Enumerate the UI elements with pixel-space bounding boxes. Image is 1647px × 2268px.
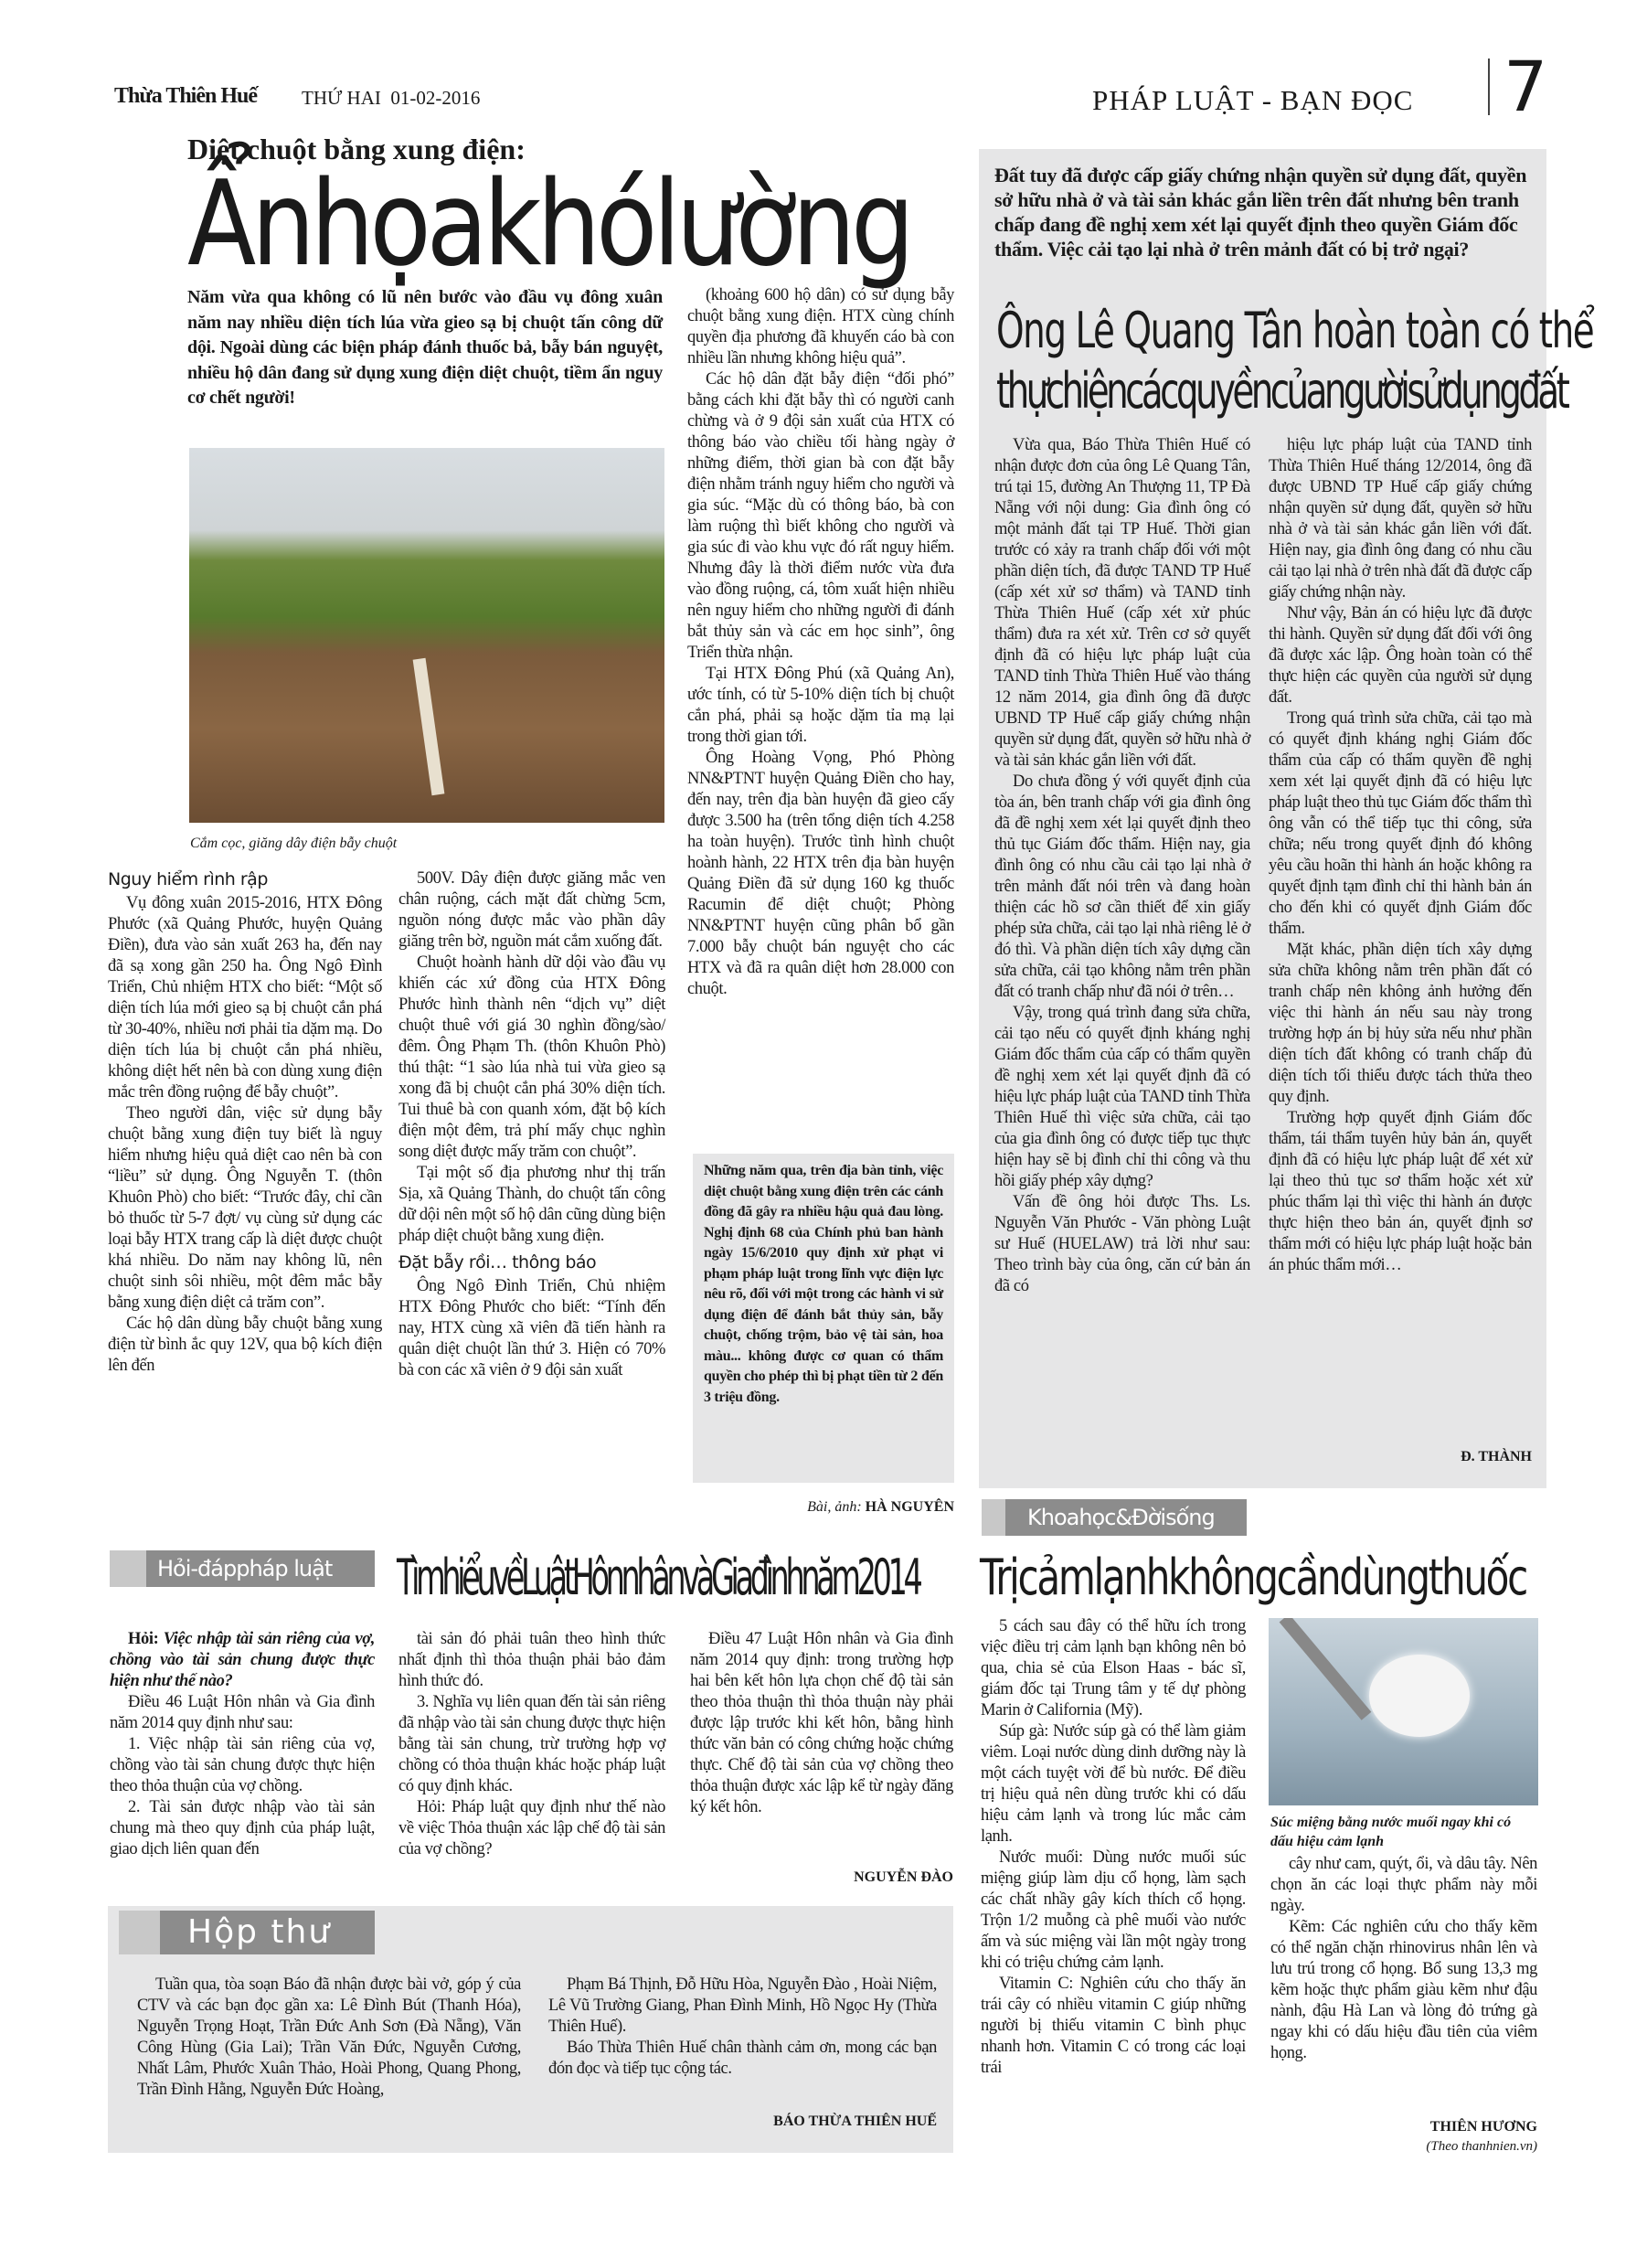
health-source: (Theo thanhnien.vn) xyxy=(1426,2139,1537,2154)
mailbox-byline: BÁO THỪA THIÊN HUẾ xyxy=(773,2114,937,2129)
health-byline: THIÊN HƯƠNG xyxy=(1429,2119,1537,2135)
regulation-box xyxy=(693,1154,954,1483)
qa-column-2 xyxy=(398,1629,665,1860)
paragraph-group xyxy=(687,285,954,1000)
paragraph: 500V. Dây điện được giăng mắc ven chân ruộng, cách mặt đất chừng 5cm, nguồn nóng được mắc vào phần dây giăng trên bờ, nguồn mát cắm xuống đất. xyxy=(398,869,665,951)
photo-caption: Cắm cọc, giăng dây điện bẫy chuột xyxy=(190,836,398,851)
paragraph: Tại HTX Đông Phú (xã Quảng An), ước tính, có từ 5-10% diện tích bị chuột cắn phá, phải sạ hoặc dặm tỉa mạ lại trong thời gian tới. xyxy=(687,665,954,746)
paragraph: Trường hợp quyết định Giám đốc thẩm, tái thẩm tuyên hủy bản án, quyết định đã có hiệu lực pháp luật để xét xử lại theo thủ tục sơ thẩm hoặc xét xử phúc thẩm lại thì việc thi hành án được thực hiện theo bản án, quyết định sơ thẩm mới có hiệu lực pháp luật hoặc bản án phúc thẩm mới… xyxy=(1269,1109,1532,1274)
subheading-trap-notice: Đặt bẫy rồi… thông báo xyxy=(398,1252,597,1272)
health-column-2 xyxy=(1270,1854,1537,2064)
paragraph: Các hộ dân đặt bẫy điện “đối phó” bằng cách khi đặt bẫy thì có người canh chừng và ở 9 đội sản xuất của HTX có thông báo vào chiều tối hàng ngày ở những điểm, thời gian bà con đặt bẫy điện nhằm tránh nguy hiểm cho người và gia súc. “Mặc dù có thông báo, bà con làm ruộng thì biết không cho người và gia súc đi vào khu vực đó rất nguy hiểm. Nhưng đây là thời điểm nước vừa đưa vào đồng ruộng, cá, tôm xuất hiện nhiều nên nguy hiểm cho những người đi đánh bắt thủy sản và các em học sinh”, ông Triển thừa nhận. xyxy=(687,370,954,662)
paragraph-group xyxy=(1270,1854,1537,2064)
paragraph-group xyxy=(548,1975,937,2080)
article-kicker: Diệt chuột bằng xung điện: xyxy=(187,133,526,165)
science-life-section-tag: Khoahọc&Đờisống xyxy=(1005,1499,1247,1536)
paragraph: Tại một số địa phương như thị trấn Sịa, xã Quảng Thành, do chuột tấn công dữ dội nên một số hộ dân cũng dùng biện pháp diệt chuột bằng xung điện. xyxy=(398,1164,665,1245)
qa-section-tag: Hỏi-đáppháp luật xyxy=(146,1550,375,1587)
section-name: PHÁP LUẬT - BẠN ĐỌC xyxy=(1092,84,1414,116)
mailbox-column-2 xyxy=(548,1975,937,2080)
health-photo-caption: Súc miệng bằng nước muối ngay khi có dấu hiệu cảm lạnh xyxy=(1270,1815,1512,1849)
paragraph: Hỏi: Pháp luật quy định như thế nào về việc Thỏa thuận xác lập chế độ tài sản của vợ chồng? xyxy=(398,1798,665,1858)
regulation-box-text: Những năm qua, trên địa bàn tỉnh, việc diệt chuột bằng xung điện trên các cánh đồng đã gây ra nhiều hậu quả đau lòng. Nghị định 68 của Chính phủ ban hành ngày 15/6/2010 quy định xử phạt vi phạm pháp luật trong lĩnh vực điện lực nêu rõ, đối với một trong các hành vi sử dụng điện để đánh bắt thủy sản, bẫy chuột, chống trộm, bảo vệ tài sản, hoa màu... không được cơ quan có thẩm quyền cho phép thì bị phạt tiền từ 2 đến 3 triệu đồng. xyxy=(704,1163,943,1405)
paragraph: Mặt khác, phần diện tích xây dựng sửa chữa không nằm trên phần đất có tranh chấp nên không ảnh hưởng đến việc thi hành án nếu sau này trong trường hợp án bị hủy sửa nếu như phần diện tích đất không có tranh chấp đủ diện tích tối thiểu được tách thửa theo quy định. xyxy=(1269,941,1532,1106)
left-article-column-2 xyxy=(398,868,665,1381)
paragraph-group xyxy=(690,1629,953,1818)
paragraph: cây như cam, quýt, ổi, và dâu tây. Nên chọn ăn các loại thực phẩm này mỗi ngày. xyxy=(1270,1855,1537,1915)
qa-question-1 xyxy=(110,1629,375,1692)
header-divider xyxy=(1488,59,1490,115)
paragraph-group xyxy=(398,1276,665,1381)
left-article-column-3 xyxy=(687,285,954,1000)
paragraph: 3. Nghĩa vụ liên quan đến tài sản riêng đã nhập vào tài sản chung được thực hiện bằng tài sản chung, trừ trường hợp vợ chồng có thỏa thuận khác hoặc pháp luật có quy định khác. xyxy=(398,1693,665,1795)
paragraph: Ông Ngô Đình Triển, Chủ nhiệm HTX Đông Phước cho biết: “Tính đến nay, HTX cùng xã viên đã tiến hành ra quân diệt chuột lần thứ 3. Hiện có 70% bà con các xã viên ở 9 đội sản xuất xyxy=(398,1277,665,1379)
paragraph: Do chưa đồng ý với quyết định của tòa án, bên tranh chấp với gia đình ông đã đề nghị xem xét lại quyết định theo thủ tục Giám đốc thẩm. Hiện nay, gia đình ông có nhu cầu cải tạo lại nhà ở trên mảnh đất nói trên và đang hoàn thiện các hồ sơ cần thiết để xin giấy phép sửa chữa, cải tạo lại nhà riêng lẻ ở đó thì. Và phần diện tích xây dựng cần sửa chữa, cải tạo không nằm trên phần đất có tranh chấp như đã nói ở trên… xyxy=(994,772,1250,1001)
paragraph: 5 cách sau đây có thể hữu ích trong việc điều trị cảm lạnh bạn không nên bỏ qua, chia sẻ của Elson Haas - bác sĩ, giám đốc tại Trung tâm y tế dự phòng Marin ở California (Mỹ). xyxy=(981,1617,1246,1720)
mailbox-column-1 xyxy=(137,1975,521,2101)
rat-trap-photo xyxy=(189,448,664,823)
paragraph: Điều 47 Luật Hôn nhân và Gia đình năm 2014 quy định: trong trường hợp hai bên kết hôn lựa chọn chế độ tài sản theo thỏa thuận thì thỏa thuận này phải được lập trước khi kết hôn, bằng hình thức văn bản có công chứng hoặc chứng thực. Chế độ tài sản của vợ chồng theo thỏa thuận được xác lập kể từ ngày đăng ký kết hôn. xyxy=(690,1630,953,1816)
byline-author: HÀ NGUYÊN xyxy=(865,1499,954,1515)
paragraph: Tuần qua, tòa soạn Báo đã nhận được bài vở, góp ý của CTV và các bạn đọc gần xa: Lê Đình Bút (Thanh Hóa), Nguyễn Trọng Hoạt, Trần Đức Anh Sơn (Đà Nẵng), Văn Công Hùng (Gia Lai); Trần Văn Đức, Nguyễn Cương, Nhất Lâm, Phước Xuân Thảo, Hoài Phong, Quang Phong, Trần Đình Hằng, Nguyễn Đức Hoàng, xyxy=(137,1975,521,2099)
qa-headline: TìmhiểuvềLuậtHônnhânvàGiađìnhnăm2014 xyxy=(397,1549,919,1606)
paragraph: Ông Hoàng Vọng, Phó Phòng NN&PTNT huyện Quảng Điền cho hay, đến nay, trên địa bàn huyện đã gieo cấy được 3.500 ha (trên tổng diện tích 4.258 ha toàn huyện). Trước tình hình chuột hoành hành, 22 HTX trên địa bàn huyện Quảng Điền đã sử dụng 160 kg thuốc Racumin để diệt chuột; Phòng NN&PTNT huyện cũng phân bổ gần 7.000 bẫy chuột bán nguyệt cho các HTX và đã ra quân diệt hơn 28.000 con chuột. xyxy=(687,749,954,998)
paragraph: Vấn đề ông hỏi được Ths. Ls. Nguyễn Văn Phước - Văn phòng Luật sư Huế (HUELAW) trả lời như sau: Theo trình bày của ông, căn cứ bản án đã có xyxy=(994,1193,1250,1295)
paragraph: Vừa qua, Báo Thừa Thiên Huế có nhận được đơn của ông Lê Quang Tân, trú tại 15, đường An Thượng 11, TP Đà Nẵng với nội dung: Gia đình ông có một mảnh đất tại TP Huế. Thời gian trước có xảy ra tranh chấp đối với một phần diện tích, đã được TAND TP Huế (cấp xét xử sơ thẩm) và TAND tỉnh Thừa Thiên Huế (cấp xét xử phúc thẩm) đưa ra xét xử. Trên cơ sở quyết định đã có hiệu lực pháp luật của TAND tỉnh Thừa Thiên Huế vào tháng 12 năm 2014, gia đình ông đã được UBND TP Huế cấp giấy chứng nhận quyền sử dụng đất, quyền sở hữu nhà ở và tài sản khác gắn liền với đất. xyxy=(994,436,1250,770)
paragraph: Vụ đông xuân 2015-2016, HTX Đông Phước (xã Quảng Phước, huyện Quảng Điền), đưa vào sản xuất 263 ha, đến nay đã sạ xong gần 250 ha. Ông Ngô Đình Triển, Chủ nhiệm HTX cho biết: “Một số diện tích lúa mới gieo sạ bị chuột cắn phá từ 30-40%, nhiều nơi phải tỉa dặm mạ. Do diện tích lúa bị chuột cắn phá nhiều, không diệt hết nên bà con dùng xung điện mắc trên đồng ruộng để bẫy chuột”. xyxy=(108,894,382,1102)
article-headline: Ẩnhọakhólường xyxy=(187,156,910,293)
paragraph: Trong quá trình sửa chữa, cải tạo mà có quyết định kháng nghị Giám đốc thẩm của cấp có thẩm quyền đề nghị xem xét lại quyết định đã có hiệu lực pháp luật theo thủ tục Giám đốc thẩm thì ông vẫn có thể tiếp tục thi công, sửa chữa; nếu trong quyết định đó không yêu cầu hoãn thi hành án hoặc không ra quyết định tạm đình chỉ thi hành bản án cho đến khi có quyết định Giám đốc thẩm. xyxy=(1269,709,1532,938)
paragraph: Vậy, trong quá trình đang sửa chữa, cải tạo nếu có quyết định kháng nghị Giám đốc thẩm của cấp có thẩm quyền đề nghị xem xét lại quyết định đã có hiệu lực pháp luật của TAND tỉnh Thừa Thiên Huế thì việc sửa chữa, cải tạo của gia đình ông có được tiếp tục thực hiện hay sẽ bị đình chỉ thi công và thu hồi giấy phép xây dựng? xyxy=(994,1004,1250,1190)
paragraph: tài sản đó phải tuân theo hình thức nhất định thì thỏa thuận phải bảo đảm hình thức đó. xyxy=(398,1630,665,1690)
issue-date: THỨ HAI 01-02-2016 xyxy=(302,87,481,109)
paragraph-group xyxy=(398,868,665,1247)
paragraph-group xyxy=(137,1975,521,2101)
spoon-handle xyxy=(1280,1618,1372,1720)
paragraph: Vitamin C: Nghiên cứu cho thấy ăn trái cây có nhiều vitamin C giúp những người bị thiếu vitamin C bình phục nhanh hơn. Vitamin C có trong các loại trái xyxy=(981,1975,1246,2077)
legal-article-column-1 xyxy=(994,435,1250,1297)
paragraph: Súp gà: Nước súp gà có thể làm giảm viêm. Loại nước dùng dinh dưỡng này là một cách tuyệt vời để bù nước. Để điều trị hiệu quả nên dùng trước khi có dấu hiệu cảm lạnh và trong lúc mắc cảm lạnh. xyxy=(981,1722,1246,1846)
question-text: Việc nhập tài sản riêng của vợ, chồng vào tài sản chung được thực hiện như thế nào? xyxy=(110,1630,375,1690)
legal-article-byline: Đ. THÀNH xyxy=(1461,1449,1532,1464)
health-headline: Trịcảmlạnhkhôngcầndùngthuốc xyxy=(980,1549,1526,1606)
byline-label: Bài, ảnh: xyxy=(807,1499,862,1515)
salt-water-photo xyxy=(1269,1618,1538,1805)
paragraph-group xyxy=(1269,435,1532,1276)
paragraph: Điều 46 Luật Hôn nhân và Gia đình năm 2014 quy định như sau: xyxy=(110,1693,375,1732)
legal-article-lead: Đất tuy đã được cấp giấy chứng nhận quyền sử dụng đất, quyền sở hữu nhà ở và tài sản khác gắn liền trên đất nhưng bên tranh chấp đang đề nghị xem xét lại quyết định theo quyền Giám đốc thẩm. Việc cải tạo lại nhà ở trên mảnh đất có bị trở ngại? xyxy=(994,164,1527,261)
paragraph-group xyxy=(398,1629,665,1860)
paragraph-group xyxy=(994,435,1250,1297)
paragraph-group xyxy=(110,1692,375,1860)
paragraph-group xyxy=(981,1616,1246,2079)
masthead-paper-name: Thừa Thiên Huế xyxy=(114,84,258,108)
paragraph: Theo người dân, việc sử dụng bẫy chuột bằng xung điện tuy biết là nguy hiểm nhưng hiệu quả diệt cao nên bà con “liều” sử dụng. Ông Nguyễn T. (thôn Khuôn Phò) cho biết: “Trước đây, chỉ cần bỏ thuốc từ 5-7 đợt/ vụ cùng sử dụng các loại bẫy HTX trang cấp là diệt được chuột khá nhiều. Do năm nay không lũ, nên chuột sinh sôi nhiều, một đêm mắc bẫy bằng xung điện diệt cả trăm con”. xyxy=(108,1104,382,1312)
paragraph: Các hộ dân dùng bẫy chuột bằng xung điện từ bình ắc quy 12V, qua bộ kích điện lên đến xyxy=(108,1315,382,1375)
left-article-column-1 xyxy=(108,864,382,1377)
article-lead: Năm vừa qua không có lũ nên bước vào đầu vụ đông xuân năm nay nhiều diện tích lúa vừa gieo sạ bị chuột tấn công dữ dội. Ngoài dùng các biện pháp đánh thuốc bả, bẫy bán nguyệt, nhiều hộ dân đang sử dụng xung điện diệt chuột, tiềm ẩn nguy cơ chết người! xyxy=(187,287,663,408)
paragraph: (khoảng 600 hộ dân) có sử dụng bẫy chuột bằng xung điện. HTX cùng chính quyền địa phương đã khuyến cáo bà con nhiều lần nhưng không hiệu quả”. xyxy=(687,286,954,367)
page-number: 7 xyxy=(1504,46,1548,127)
paragraph: 1. Việc nhập tài sản riêng của vợ, chồng vào tài sản chung được thực hiện theo thỏa thuận của vợ chồng. xyxy=(110,1735,375,1795)
left-article-byline xyxy=(693,1499,954,1516)
mailbox-section-tag: Hộp thư xyxy=(160,1911,375,1954)
paragraph: Kẽm: Các nghiên cứu cho thấy kẽm có thể ngăn chặn rhinovirus nhân lên và lưu trú trong cổ họng. Bổ sung 13,3 mg kẽm hoặc thực phẩm giàu kẽm như đậu nành, đậu Hà Lan và lòng đỏ trứng gà ngay khi có dấu hiệu đầu tiên của viêm họng. xyxy=(1270,1918,1537,2062)
paragraph: Báo Thừa Thiên Huế chân thành cảm ơn, mong các bạn đón đọc và tiếp tục cộng tác. xyxy=(548,2039,937,2078)
qa-column-3 xyxy=(690,1629,953,1818)
legal-article-column-2 xyxy=(1269,435,1532,1276)
paragraph: Nước muối: Dùng nước muối súc miệng giúp làm dịu cổ họng, làm sạch các chất nhầy gây kích thích cổ họng. Trộn 1/2 muỗng cà phê muối vào nước ấm và súc miệng vài lần một ngày trong khi có triệu chứng cảm lạnh. xyxy=(981,1848,1246,1972)
salt-spoon xyxy=(1369,1655,1470,1737)
qa-column-1 xyxy=(110,1629,375,1860)
question-label: Hỏi: xyxy=(128,1630,159,1648)
paragraph: Phạm Bá Thịnh, Đỗ Hữu Hòa, Nguyễn Đào , Hoài Niệm, Lê Vũ Trường Giang, Phan Đình Minh, Hồ Ngọc Hy (Thừa Thiên Huế). xyxy=(548,1975,937,2036)
paragraph: Chuột hoành hành dữ dội vào đầu vụ khiến các xứ đồng của HTX Đông Phước hình thành nên “dịch vụ” diệt chuột thuê với giá 30 nghìn đồng/sào/đêm. Ông Phạm Th. (thôn Khuôn Phò) thú thật: “1 sào lúa nhà tui vừa gieo sạ xong đã bị chuột cắn phá 30% diện tích. Tui thuê bà con quanh xóm, đặt bộ kích điện một đêm, trả phí mấy chục nghìn song diệt được mấy trăm con chuột”. xyxy=(398,953,665,1161)
legal-article-headline-line-2: thựchiệncácquyềncủangườisửdụngđất xyxy=(996,362,1567,420)
paragraph: Như vậy, Bản án có hiệu lực đã được thi hành. Quyền sử dụng đất đối với ông đã được xác lập. Ông hoàn toàn có thể thực hiện các quyền của người sử dụng đất. xyxy=(1269,604,1532,707)
qa-byline: NGUYỄN ĐÀO xyxy=(854,1869,953,1885)
electric-wire-stake xyxy=(413,658,445,795)
health-column-1 xyxy=(981,1616,1246,2079)
subheading-danger: Nguy hiểm rình rập xyxy=(108,869,268,889)
paragraph-group xyxy=(108,893,382,1377)
paragraph: 2. Tài sản được nhập vào tài sản chung mà theo quy định của pháp luật, giao dịch liên quan đến xyxy=(110,1798,375,1858)
legal-article-headline-line-1: Ông Lê Quang Tân hoàn toàn có thể xyxy=(996,302,1594,359)
paragraph: hiệu lực pháp luật của TAND tỉnh Thừa Thiên Huế tháng 12/2014, ông đã được UBND TP Huế cấp giấy chứng nhận quyền sử dụng đất, quyền sở hữu nhà ở và tài sản khác gắn liền với đất. Hiện nay, gia đình ông đang có nhu cầu cải tạo lại nhà ở trên nhà đất đã được cấp giấy chứng nhận này. xyxy=(1269,436,1532,602)
